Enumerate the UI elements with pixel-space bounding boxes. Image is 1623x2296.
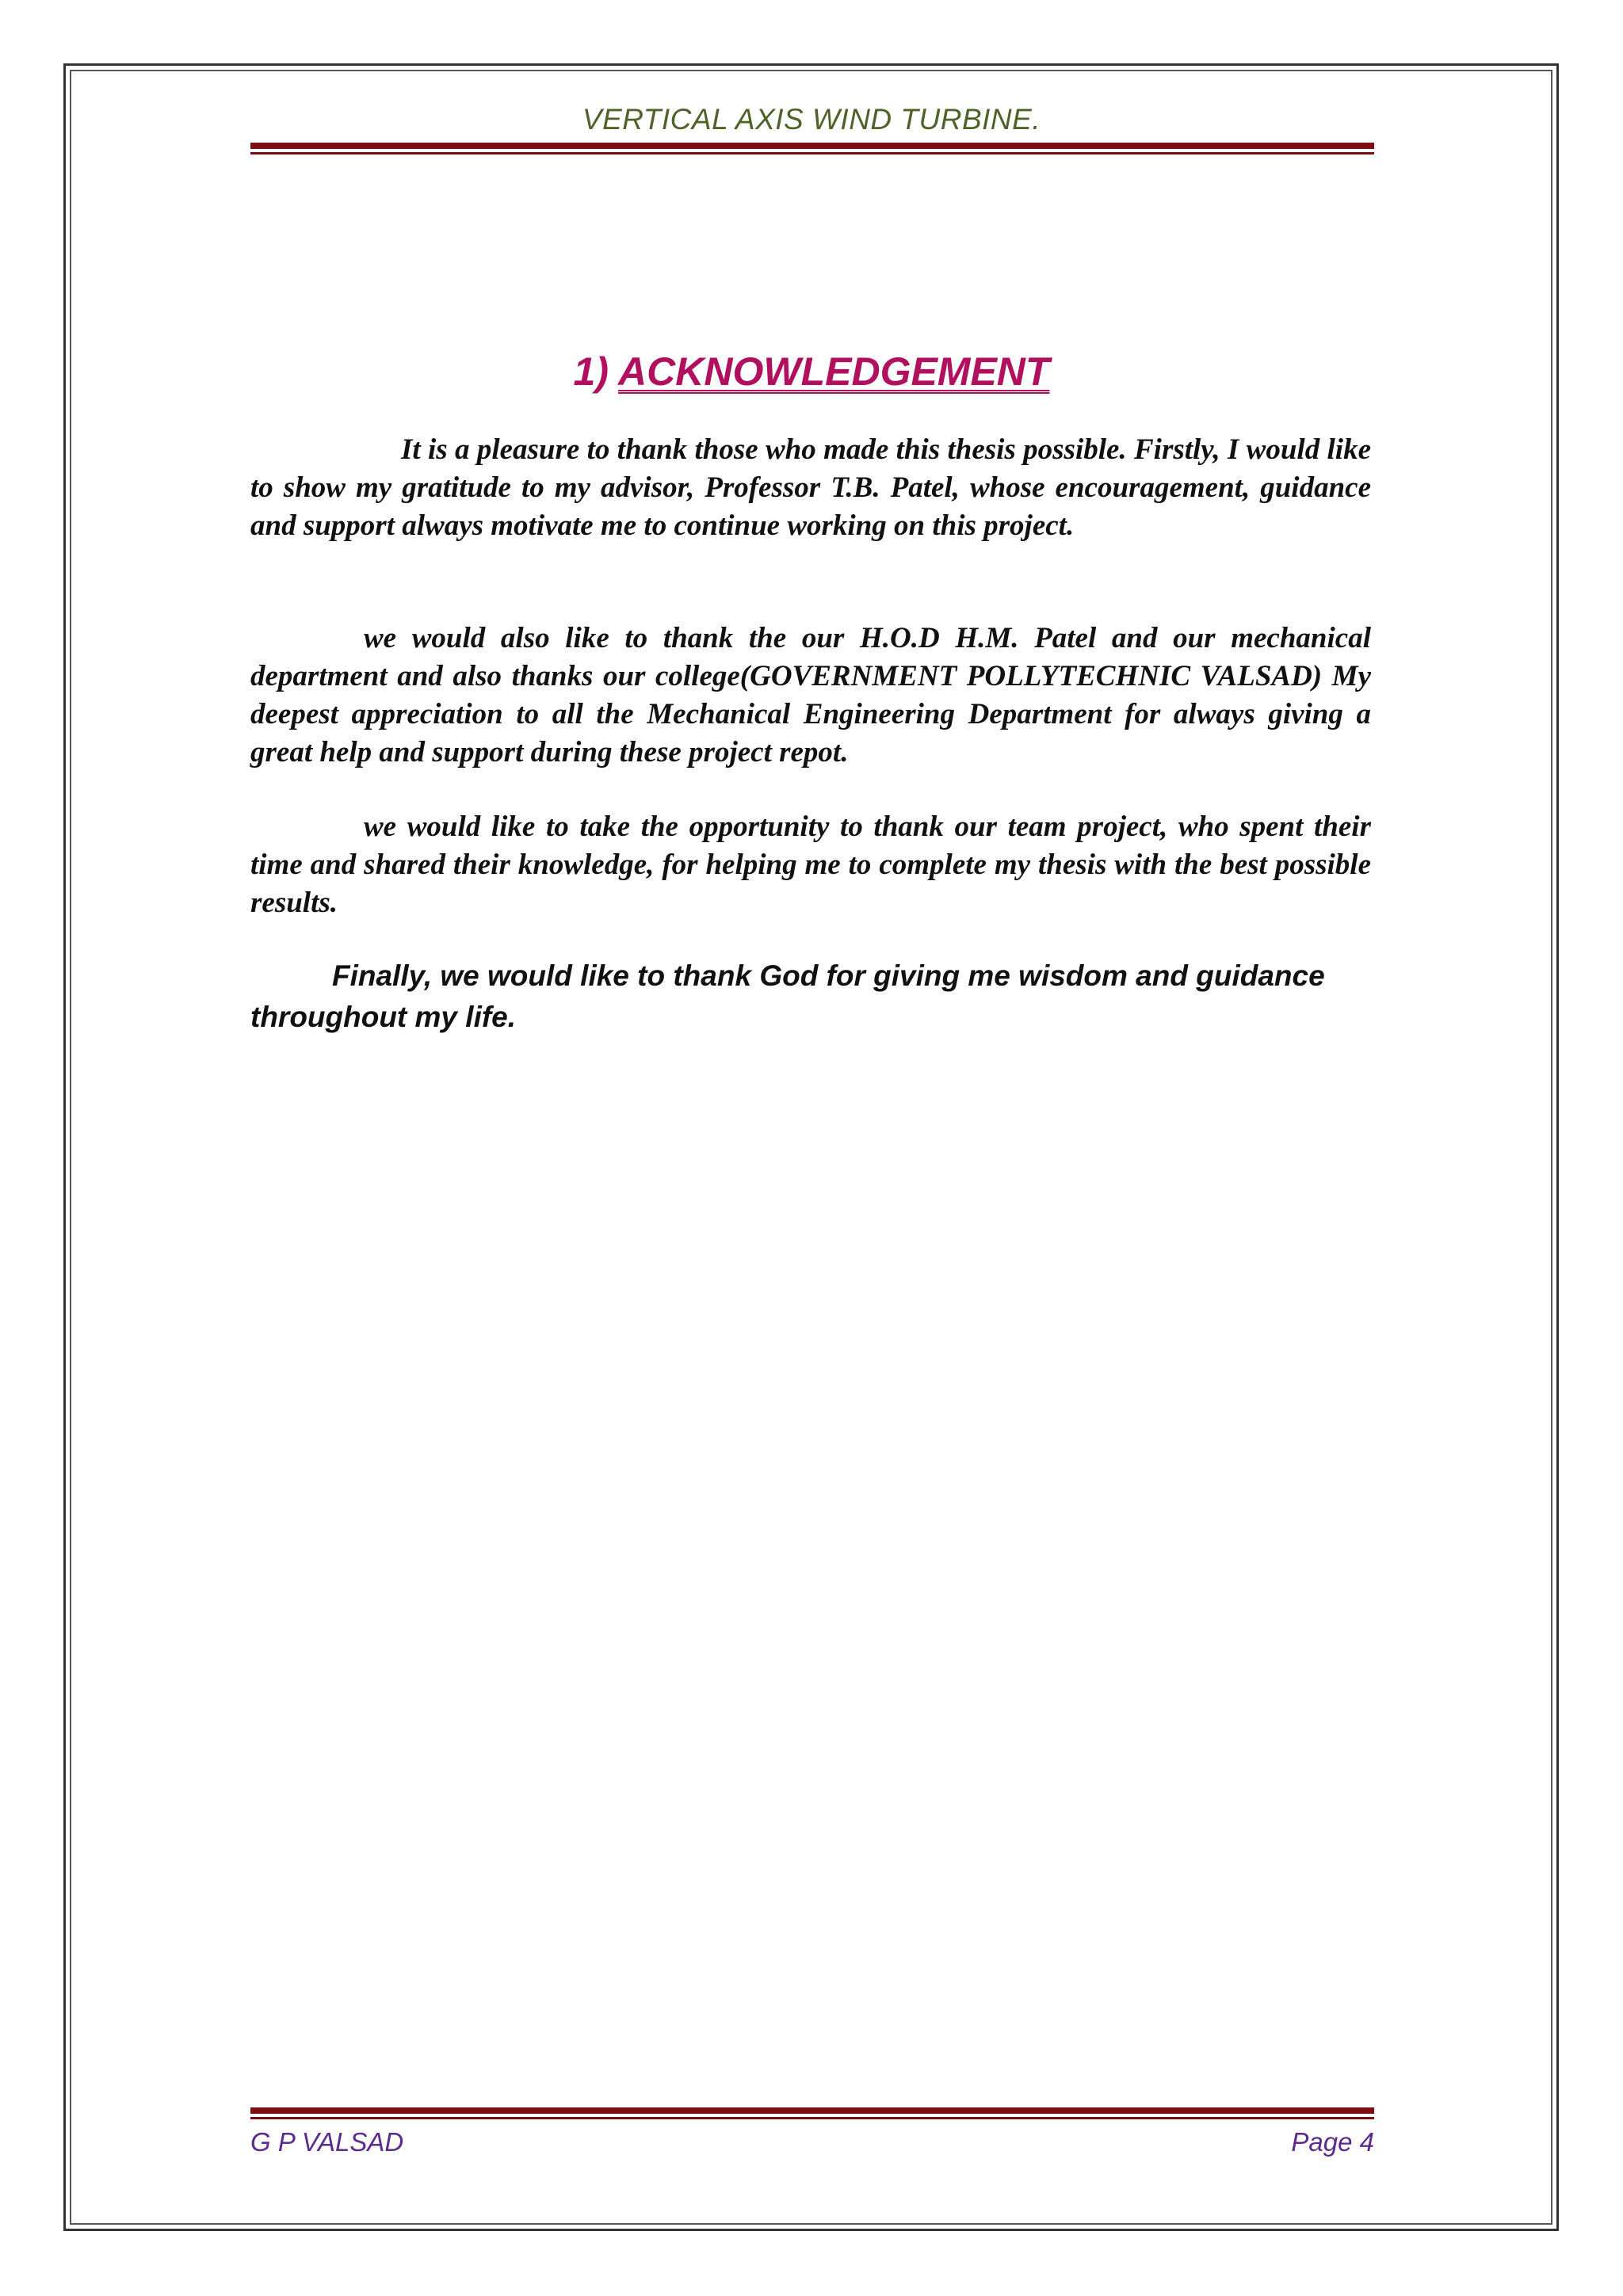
page-number: Page 4 bbox=[1291, 2127, 1374, 2157]
section-number: 1) bbox=[573, 349, 609, 394]
footer-institution: G P VALSAD bbox=[250, 2127, 404, 2157]
running-header: VERTICAL AXIS WIND TURBINE. bbox=[582, 103, 1041, 135]
paragraph-1: It is a pleasure to thank those who made this thesis possible. Firstly, I would like to show my gratitude to my advisor, Professor T.B. Patel, whose encouragement, guidance and support always motivate me to continue working on this project. bbox=[250, 433, 1371, 542]
paragraph-3: we would like to take the opportunity to thank our team project, who spent their time and shared their knowledge, for helping me to complete my thesis with the best possible results. bbox=[250, 810, 1371, 919]
header-rule-thin bbox=[250, 152, 1374, 154]
paragraph-2: we would also like to thank the our H.O.D H.M. Patel and our mechanical department and also thanks our college(GOVERNMENT POLLYTECHNIC VALSAD) My deepest appreciation to all the Mechanical Engineering Department for always giving a great help and support during these project repot. bbox=[250, 622, 1371, 769]
footer-rule-thin bbox=[250, 2117, 1374, 2119]
footer-rule-thick bbox=[250, 2107, 1374, 2114]
closing-paragraph: Finally, we would like to thank God for giving me wisdom and guidance throughout my life. bbox=[250, 959, 1325, 1033]
section-title: ACKNOWLEDGEMENT bbox=[618, 349, 1050, 394]
section-heading bbox=[0, 349, 1623, 395]
header-rule-thick bbox=[250, 143, 1374, 149]
